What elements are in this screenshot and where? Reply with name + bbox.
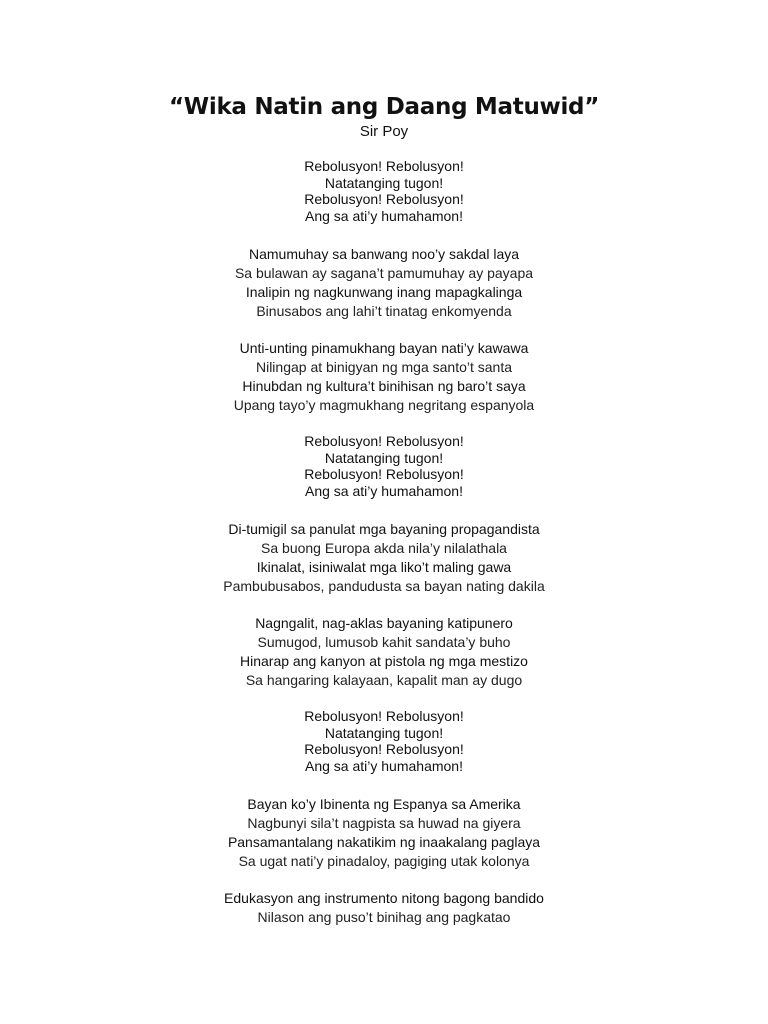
poem-line: Rebolusyon! Rebolusyon! [304,708,464,724]
stanza-verse [0,520,768,596]
poem-line: Pansamantalang nakatikim ng inaakalang paglaya [227,834,541,850]
poem-line: Rebolusyon! Rebolusyon! [304,741,464,757]
poem-line: Sa hangaring kalayaan, kapalit man ay dugo [245,672,523,688]
poem-line: Namumuhay sa banwang noo’y sakdal laya [248,246,520,262]
poem-line: Rebolusyon! Rebolusyon! [304,158,464,174]
stanza-verse [0,889,768,927]
poem-line: Rebolusyon! Rebolusyon! [304,191,464,207]
stanza-chorus [0,708,768,774]
stanza-verse [0,795,768,871]
poem-line: Nagngalit, nag-aklas bayaning katipunero [255,615,513,631]
poem-line: Nagbunyi sila’t nagpista sa huwad na giyera [247,815,521,831]
poem-line: Sa buong Europa akda nila’y nilalathala [261,540,507,556]
poem-line: Inalipin ng nagkunwang inang mapagkalinga [245,284,523,300]
poem-line: Hinubdan ng kultura’t binihisan ng baro’t saya [242,378,526,394]
poem-line: Unti-unting pinamukhang bayan nati’y kawawa [239,340,529,356]
stanza-verse [0,245,768,321]
poem-line: Ang sa ati’y humahamon! [305,482,463,499]
poem-line: Binusabos ang lahi’t tinatag enkomyenda [256,303,512,319]
poem-line: Natatanging tugon! [324,174,444,191]
poem-line: Ang sa ati’y humahamon! [305,757,463,774]
poem-line: Natatanging tugon! [324,724,444,741]
poem-line: Ang sa ati’y humahamon! [305,207,463,224]
poem-author: Sir Poy [359,123,409,140]
poem-line: Upang tayo’y magmukhang negritang espanyola [233,397,535,413]
poem-line: Di-tumigil sa panulat mga bayaning propagandista [228,521,540,537]
poem-line: Pambubusabos, pandudusta sa bayan nating dakila [223,578,545,594]
poem-line: Hinarap ang kanyon at pistola ng mga mestizo [240,653,528,669]
poem-line: Sa bulawan ay sagana’t pamumuhay ay payapa [234,265,534,281]
poem-line: Edukasyon ang instrumento nitong bagong bandido [224,890,544,906]
poem-title: “Wika Natin ang Daang Matuwid” [168,94,600,120]
poem-line: Nilason ang puso’t binihag ang pagkatao [257,909,511,925]
poem-line: Natatanging tugon! [324,449,444,466]
poem-line: Sa ugat nati’y pinadaloy, pagiging utak kolonya [238,853,530,869]
poem-line: Bayan ko’y Ibinenta ng Espanya sa Amerika [247,796,521,812]
poem-line: Sumugod, lumusob kahit sandata’y buho [257,634,511,650]
stanza-chorus [0,433,768,499]
poem-line: Rebolusyon! Rebolusyon! [304,466,464,482]
poem-line: Rebolusyon! Rebolusyon! [304,433,464,449]
poem-line: Ikinalat, isiniwalat mga liko’t maling gawa [256,559,512,575]
stanza-chorus [0,158,768,224]
stanza-verse [0,339,768,415]
poem-line: Nilingap at binigyan ng mga santo’t santa [255,359,513,375]
stanza-verse [0,614,768,690]
